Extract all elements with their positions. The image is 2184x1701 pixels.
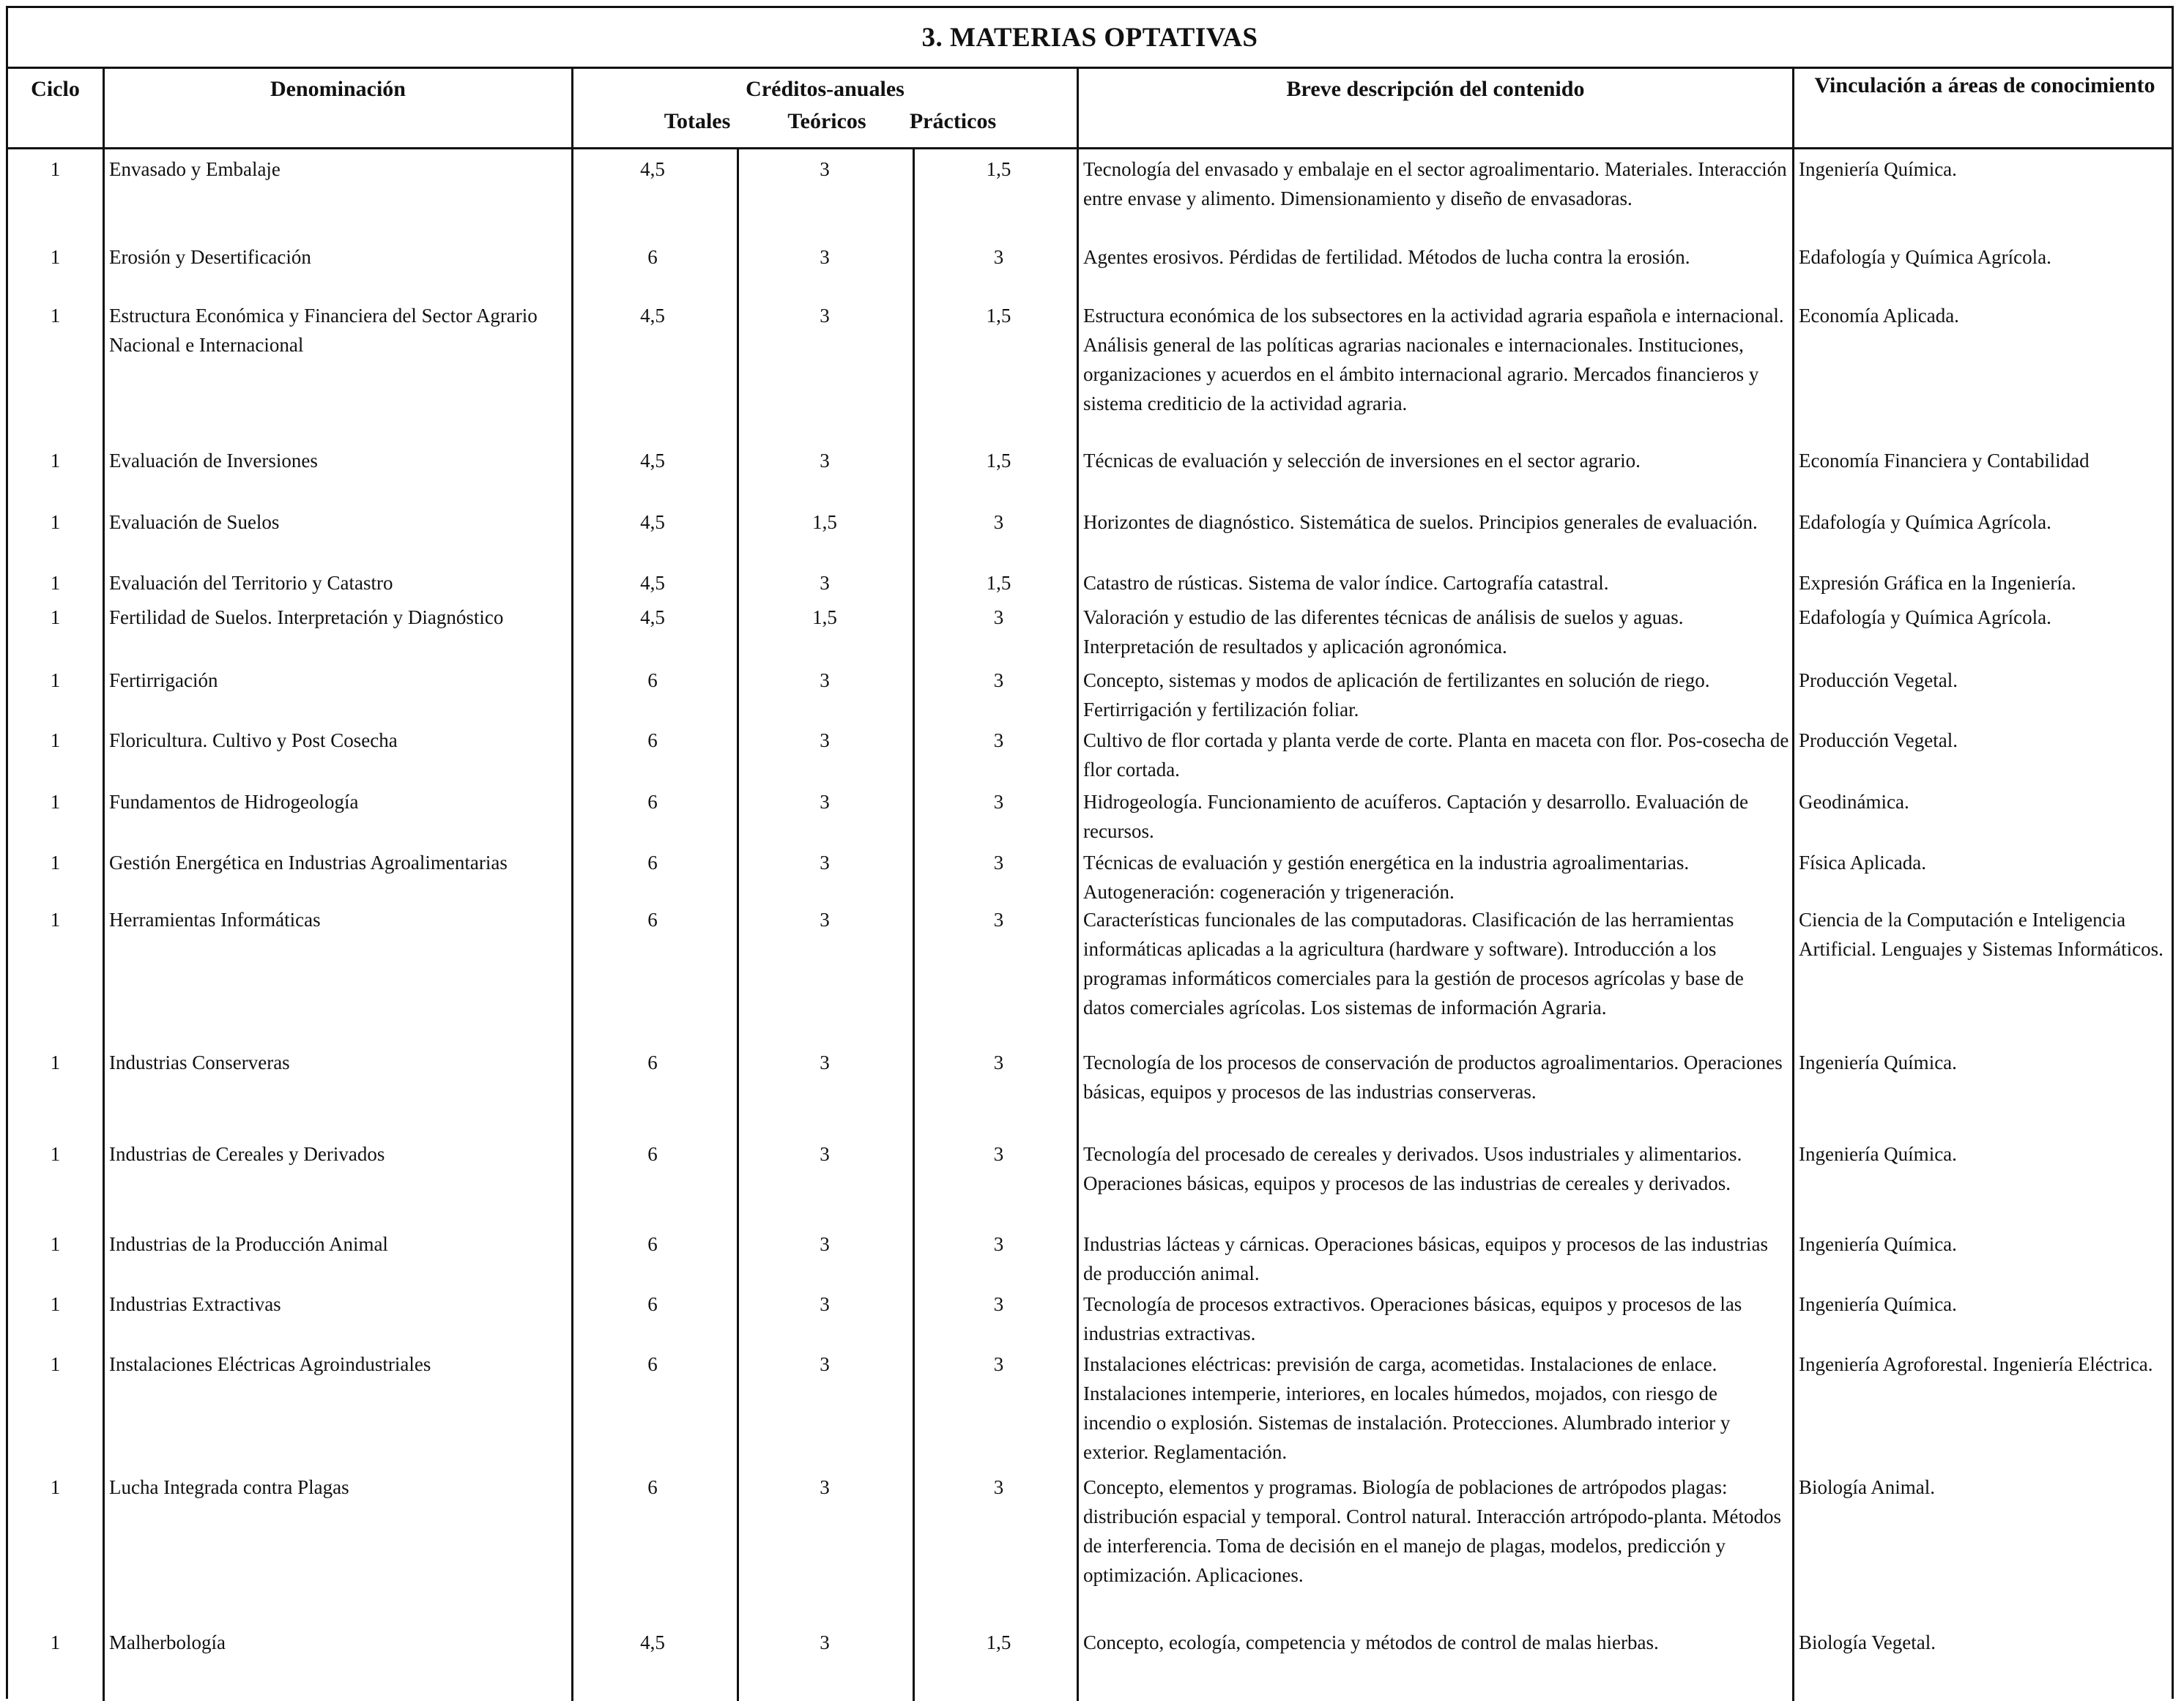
cell-vinculacion: Biología Vegetal. — [1799, 1631, 1936, 1653]
cell-denominacion: Floricultura. Cultivo y Post Cosecha — [109, 729, 398, 751]
cell-denominacion: Evaluación de Suelos — [109, 511, 280, 533]
cell-totales: 6 — [647, 1353, 658, 1375]
cell-ciclo: 1 — [50, 1293, 61, 1315]
cell-vinculacion: Ingeniería Química. — [1799, 1143, 1957, 1165]
cell-vinculacion: Ingeniería Agroforestal. Ingeniería Eléctrica. — [1799, 1353, 2153, 1375]
cell-teoricos: 3 — [820, 305, 830, 327]
cell-teoricos: 3 — [820, 791, 830, 813]
cell-denominacion: Industrias Conserveras — [109, 1052, 290, 1073]
cell-teoricos: 3 — [820, 1353, 830, 1375]
cell-totales: 6 — [647, 246, 658, 268]
table-body — [8, 8, 2172, 1699]
cell-teoricos: 3 — [820, 246, 830, 268]
cell-practicos: 3 — [993, 1143, 1004, 1165]
cell-denominacion: Fertirrigación — [109, 669, 218, 691]
cell-vinculacion: Ingeniería Química. — [1799, 1052, 1957, 1073]
cell-ciclo: 1 — [50, 1143, 61, 1165]
cell-vinculacion: Edafología y Química Agrícola. — [1799, 606, 2051, 628]
cell-teoricos: 3 — [820, 1631, 830, 1653]
cell-teoricos: 3 — [820, 852, 830, 874]
header-creditos: Créditos-anuales — [746, 77, 905, 101]
cell-practicos: 1,5 — [986, 450, 1011, 472]
cell-ciclo: 1 — [50, 606, 61, 628]
cell-totales: 4,5 — [640, 450, 665, 472]
cell-descripcion: Industrias lácteas y cárnicas. Operaciones básicas, equipos y procesos de las industrias de producción animal. — [1083, 1233, 1768, 1284]
cell-ciclo: 1 — [50, 791, 61, 813]
cell-teoricos: 3 — [820, 669, 830, 691]
cell-ciclo: 1 — [50, 1052, 61, 1073]
cell-descripcion: Agentes erosivos. Pérdidas de fertilidad. Métodos de lucha contra la erosión. — [1083, 246, 1690, 268]
cell-ciclo: 1 — [50, 669, 61, 691]
cell-ciclo: 1 — [50, 246, 61, 268]
cell-denominacion: Lucha Integrada contra Plagas — [109, 1476, 349, 1498]
cell-vinculacion: Producción Vegetal. — [1799, 729, 1958, 751]
cell-descripcion: Horizontes de diagnóstico. Sistemática de suelos. Principios generales de evaluación. — [1083, 511, 1758, 533]
cell-practicos: 3 — [993, 909, 1004, 931]
cell-totales: 4,5 — [640, 572, 665, 594]
cell-teoricos: 3 — [820, 1233, 830, 1255]
cell-denominacion: Malherbología — [109, 1631, 226, 1653]
cell-practicos: 3 — [993, 852, 1004, 874]
header-descripcion: Breve descripción del contenido — [1286, 77, 1585, 101]
header-vinculacion: Vinculación a áreas de conocimiento — [1814, 73, 2155, 97]
cell-ciclo: 1 — [50, 1476, 61, 1498]
cell-practicos: 3 — [993, 1233, 1004, 1255]
cell-practicos: 3 — [993, 1293, 1004, 1315]
cell-teoricos: 3 — [820, 1476, 830, 1498]
cell-ciclo: 1 — [50, 450, 61, 472]
cell-descripcion: Tecnología de procesos extractivos. Operaciones básicas, equipos y procesos de las industrias extractivas. — [1083, 1293, 1742, 1344]
cell-descripcion: Características funcionales de las computadoras. Clasificación de las herramientas informáticas aplicadas a la agricultura (hardware y software). Introducción a los programas informáticos comerciales para la gestión de procesos agrícolas y base de datos comerciales agrícolas. Los sistemas de información Agraria. — [1083, 909, 1744, 1019]
cell-totales: 4,5 — [640, 158, 665, 180]
cell-descripcion: Estructura económica de los subsectores en la actividad agraria española e internacional. Análisis general de las políticas agrarias nacionales e internacionales. Instituciones, organizaciones y acuerdos en el ámbito internacional agrario. Mercados financieros y sistema crediticio de la actividad agraria. — [1083, 305, 1784, 414]
cell-vinculacion: Edafología y Química Agrícola. — [1799, 511, 2051, 533]
cell-denominacion: Industrias de la Producción Animal — [109, 1233, 388, 1255]
cell-descripcion: Cultivo de flor cortada y planta verde de corte. Planta en maceta con flor. Pos-cosecha de flor cortada. — [1083, 729, 1789, 781]
cell-descripcion: Instalaciones eléctricas: previsión de carga, acometidas. Instalaciones de enlace. Instalaciones intemperie, interiores, en locales húmedos, mojados, con riesgo de incendio o explosión. Sistemas de instalación. Protecciones. Alumbrado interior y exterior. Reglamentación. — [1083, 1353, 1731, 1463]
cell-practicos: 3 — [993, 791, 1004, 813]
cell-vinculacion: Geodinámica. — [1799, 791, 1909, 813]
cell-denominacion: Envasado y Embalaje — [109, 158, 281, 180]
cell-descripcion: Concepto, elementos y programas. Biología de poblaciones de artrópodos plagas: distribución espacial y temporal. Control natural. Interacción artrópodo-planta. Métodos de interferencia. Toma de decisión en el manejo de plagas, modelos, predicción y optimización. Aplicaciones. — [1083, 1476, 1781, 1586]
cell-descripcion: Tecnología del procesado de cereales y derivados. Usos industriales y alimentarios. Operaciones básicas, equipos y procesos de las industrias de cereales y derivados. — [1083, 1143, 1742, 1194]
cell-descripcion: Catastro de rústicas. Sistema de valor índice. Cartografía catastral. — [1083, 572, 1609, 594]
cell-descripcion: Concepto, ecología, competencia y métodos de control de malas hierbas. — [1083, 1631, 1659, 1653]
cell-teoricos: 3 — [820, 1143, 830, 1165]
cell-totales: 6 — [647, 1476, 658, 1498]
header-totales: Totales — [664, 109, 731, 133]
cell-totales: 6 — [647, 669, 658, 691]
cell-teoricos: 3 — [820, 158, 830, 180]
cell-teoricos: 3 — [820, 572, 830, 594]
cell-totales: 6 — [647, 852, 658, 874]
cell-teoricos: 1,5 — [812, 606, 837, 628]
cell-totales: 6 — [647, 1143, 658, 1165]
cell-ciclo: 1 — [50, 729, 61, 751]
cell-descripcion: Tecnología de los procesos de conservación de productos agroalimentarios. Operaciones básicas, equipos y procesos de las industrias conserveras. — [1083, 1052, 1783, 1103]
page-title: 3. MATERIAS OPTATIVAS — [921, 22, 1258, 53]
cell-denominacion: Evaluación del Territorio y Catastro — [109, 572, 393, 594]
cell-vinculacion: Expresión Gráfica en la Ingeniería. — [1799, 572, 2076, 594]
cell-denominacion: Gestión Energética en Industrias Agroalimentarias — [109, 852, 508, 874]
cell-practicos: 1,5 — [986, 158, 1011, 180]
cell-vinculacion: Producción Vegetal. — [1799, 669, 1958, 691]
cell-practicos: 3 — [993, 606, 1004, 628]
cell-descripcion: Hidrogeología. Funcionamiento de acuíferos. Captación y desarrollo. Evaluación de recursos. — [1083, 791, 1748, 842]
cell-vinculacion: Edafología y Química Agrícola. — [1799, 246, 2051, 268]
cell-totales: 6 — [647, 1293, 658, 1315]
cell-descripcion: Técnicas de evaluación y selección de inversiones en el sector agrario. — [1083, 450, 1641, 472]
cell-denominacion: Estructura Económica y Financiera del Sector Agrario Nacional e Internacional — [109, 305, 538, 356]
cell-ciclo: 1 — [50, 158, 61, 180]
cell-totales: 6 — [647, 1052, 658, 1073]
cell-practicos: 3 — [993, 246, 1004, 268]
cell-descripcion: Concepto, sistemas y modos de aplicación de fertilizantes en solución de riego. Fertirrigación y fertilización foliar. — [1083, 669, 1710, 721]
cell-teoricos: 3 — [820, 1052, 830, 1073]
cell-vinculacion: Física Aplicada. — [1799, 852, 1926, 874]
cell-denominacion: Industrias Extractivas — [109, 1293, 281, 1315]
cell-teoricos: 3 — [820, 450, 830, 472]
cell-totales: 4,5 — [640, 606, 665, 628]
cell-ciclo: 1 — [50, 1631, 61, 1653]
cell-descripcion: Técnicas de evaluación y gestión energética en la industria agroalimentarias. Autogeneración: cogeneración y trigeneración. — [1083, 852, 1690, 903]
cell-totales: 4,5 — [640, 1631, 665, 1653]
cell-ciclo: 1 — [50, 1353, 61, 1375]
header-ciclo: Ciclo — [31, 77, 80, 101]
cell-ciclo: 1 — [50, 305, 61, 327]
cell-vinculacion: Ingeniería Química. — [1799, 1293, 1957, 1315]
cell-ciclo: 1 — [50, 852, 61, 874]
cell-practicos: 3 — [993, 669, 1004, 691]
cell-vinculacion: Ciencia de la Computación e Inteligencia Artificial. Lenguajes y Sistemas Informáticos. — [1799, 909, 2163, 960]
cell-denominacion: Erosión y Desertificación — [109, 246, 311, 268]
cell-ciclo: 1 — [50, 1233, 61, 1255]
cell-denominacion: Evaluación de Inversiones — [109, 450, 318, 472]
cell-practicos: 1,5 — [986, 572, 1011, 594]
cell-totales: 6 — [647, 791, 658, 813]
cell-denominacion: Herramientas Informáticas — [109, 909, 321, 931]
cell-vinculacion: Biología Animal. — [1799, 1476, 1935, 1498]
cell-practicos: 1,5 — [986, 305, 1011, 327]
cell-descripcion: Valoración y estudio de las diferentes técnicas de análisis de suelos y aguas. Interpretación de resultados y aplicación agronómica. — [1083, 606, 1684, 658]
cell-totales: 6 — [647, 729, 658, 751]
cell-practicos: 3 — [993, 729, 1004, 751]
cell-totales: 4,5 — [640, 511, 665, 533]
cell-denominacion: Fundamentos de Hidrogeología — [109, 791, 359, 813]
cell-totales: 6 — [647, 1233, 658, 1255]
cell-teoricos: 3 — [820, 1293, 830, 1315]
cell-descripcion: Tecnología del envasado y embalaje en el sector agroalimentario. Materiales. Interacción entre envase y alimento. Dimensionamiento y diseño de envasadoras. — [1083, 158, 1787, 209]
cell-practicos: 3 — [993, 1353, 1004, 1375]
cell-vinculacion: Economía Aplicada. — [1799, 305, 1959, 327]
cell-ciclo: 1 — [50, 511, 61, 533]
header-denominacion: Denominación — [270, 77, 406, 101]
cell-practicos: 1,5 — [986, 1631, 1011, 1653]
cell-vinculacion: Ingeniería Química. — [1799, 158, 1957, 180]
cell-ciclo: 1 — [50, 572, 61, 594]
cell-totales: 4,5 — [640, 305, 665, 327]
cell-totales: 6 — [647, 909, 658, 931]
cell-practicos: 3 — [993, 511, 1004, 533]
cell-denominacion: Instalaciones Eléctricas Agroindustriales — [109, 1353, 431, 1375]
header-teoricos: Teóricos — [787, 109, 866, 133]
cell-teoricos: 3 — [820, 729, 830, 751]
cell-practicos: 3 — [993, 1476, 1004, 1498]
header-practicos: Prácticos — [909, 109, 997, 133]
cell-ciclo: 1 — [50, 909, 61, 931]
cell-denominacion: Industrias de Cereales y Derivados — [109, 1143, 385, 1165]
cell-denominacion: Fertilidad de Suelos. Interpretación y Diagnóstico — [109, 606, 504, 628]
cell-practicos: 3 — [993, 1052, 1004, 1073]
cell-vinculacion: Economía Financiera y Contabilidad — [1799, 450, 2090, 472]
cell-teoricos: 3 — [820, 909, 830, 931]
cell-vinculacion: Ingeniería Química. — [1799, 1233, 1957, 1255]
cell-teoricos: 1,5 — [812, 511, 837, 533]
document-page — [6, 6, 2174, 1699]
